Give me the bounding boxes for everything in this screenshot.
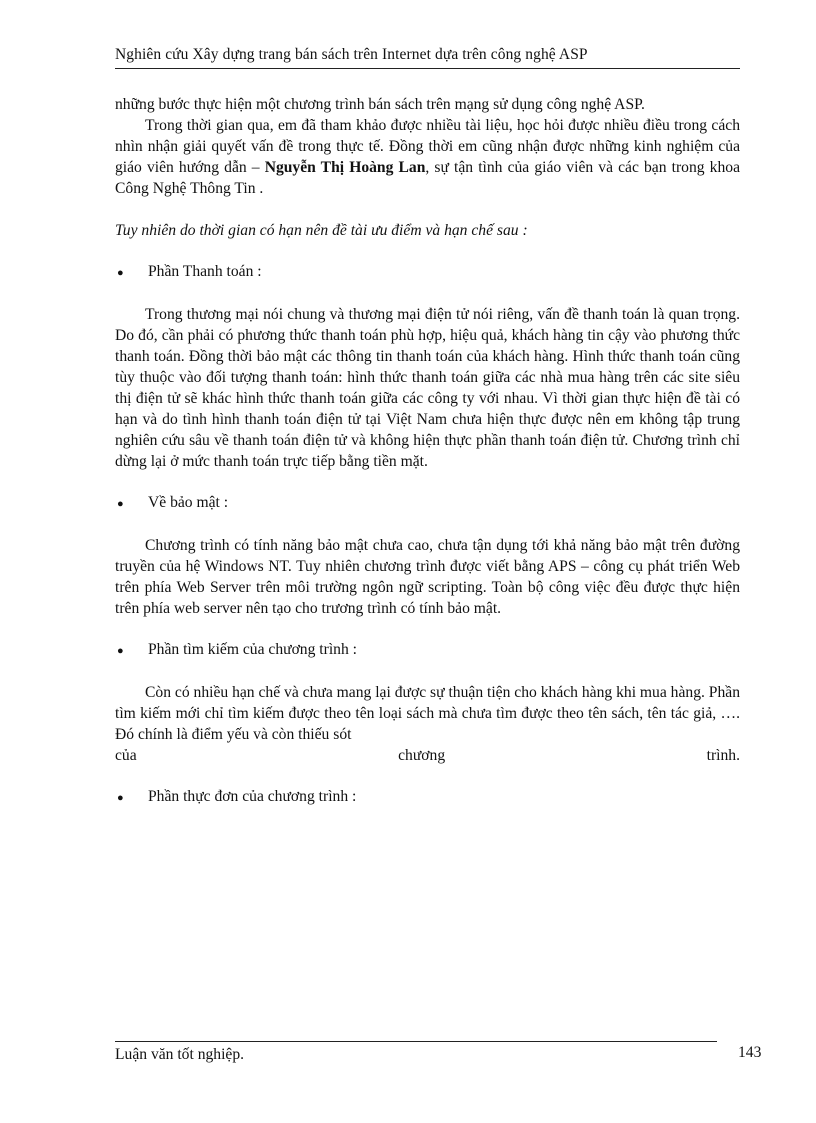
- bullet-security-label: Về bảo mật :: [148, 494, 229, 511]
- page-body: [115, 94, 740, 829]
- bullet-dot-icon: ●: [117, 645, 124, 657]
- bullet-dot-icon: ●: [117, 267, 124, 279]
- paragraph-payment: Trong thương mại nói chung và thương mại điện tử nói riêng, vấn đề thanh toán là quan trọng. Do đó, cần phải có phương thức thanh toán phù hợp, hiệu quả, khách hàng tin cậy vào phương thức thanh toán. Đồng thời bảo mật các thông tin thanh toán của khách hàng. Hình thức thanh toán cũng tùy thuộc vào đối tượng thanh toán: hình thức thanh toán giữa các nhà mua hàng trên các site siêu thị điện tử sẽ khác hình thức thanh toán giữa các công ty với nhau. Vì thời gian thực hiện đề tài có hạn và do tình hình thanh toán điện tử tại Việt Nam chưa hiện thực được nên em không tập trung nghiên cứu sâu về thanh toán điện tử và không hiện thực phần thanh toán điện tử. Chương trình chỉ dừng lại ở mức thanh toán trực tiếp bằng tiền mặt.: [115, 306, 740, 470]
- paragraph-acknowledgement: [115, 115, 740, 199]
- ack-text-end: , sự tận tình của giáo viên và các bạn trong khoa Công Nghệ Thông Tin .: [115, 159, 740, 197]
- bullet-search-label: Phần tìm kiếm của chương trình :: [148, 641, 357, 658]
- paragraph-intro: những bước thực hiện một chương trình bán sách trên mạng sử dụng công nghệ ASP.: [115, 96, 645, 113]
- bullet-dot-icon: ●: [117, 792, 124, 804]
- page-number: 143: [738, 1044, 762, 1061]
- last-line-word: của: [115, 747, 137, 764]
- limitations-heading: Tuy nhiên do thời gian có hạn nên đề tài ưu điểm và hạn chế sau :: [115, 222, 528, 239]
- footer-divider: [115, 1041, 717, 1042]
- footer-caption: Luận văn tốt nghiệp.: [115, 1046, 245, 1063]
- advisor-name: Nguyễn Thị Hoàng Lan: [264, 159, 426, 176]
- last-line-word: trình.: [706, 747, 740, 764]
- paragraph-security: Chương trình có tính năng bảo mật chưa cao, chưa tận dụng tới khả năng bảo mật trên đường truyền của hệ Windows NT. Tuy nhiên chương trình được viết bằng APS – công cụ phát triển Web trên phía Web Server trên môi trường ngôn ngữ scripting. Toàn bộ công việc đều được thực hiện trên phía web server nên tạo cho trương trình có tính bảo mật.: [115, 537, 740, 617]
- bullet-search: [115, 639, 740, 662]
- bullet-payment: [115, 261, 740, 284]
- paragraph-search-last-line: [115, 745, 740, 766]
- bullet-security: [115, 492, 740, 515]
- bullet-payment-label: Phần Thanh toán :: [148, 263, 262, 280]
- paragraph-search: Còn có nhiều hạn chế và chưa mang lại được sự thuận tiện cho khách hàng khi mua hàng. Phần tìm kiếm mới chỉ tìm kiếm được theo tên loại sách mà chưa tìm được theo tên sách, tên tác giả, …. Đó chính là điểm yếu và còn thiếu sót: [115, 684, 740, 743]
- running-header: Nghiên cứu Xây dựng trang bán sách trên Internet dựa trên công nghệ ASP: [115, 46, 740, 69]
- last-line-word: chương: [398, 747, 446, 764]
- bullet-menu: [115, 786, 740, 809]
- ack-text-start: Trong thời gian qua, em đã tham khảo được nhiều tài liệu, học hỏi được nhiều điều trong cách nhìn nhận giải quyết vấn đề trong thực tế. Đồng thời em cũng nhận được những kinh nghiệm của giáo viên hướng dẫn –: [115, 117, 740, 176]
- bullet-dot-icon: ●: [117, 498, 124, 510]
- bullet-menu-label: Phần thực đơn của chương trình :: [148, 788, 357, 805]
